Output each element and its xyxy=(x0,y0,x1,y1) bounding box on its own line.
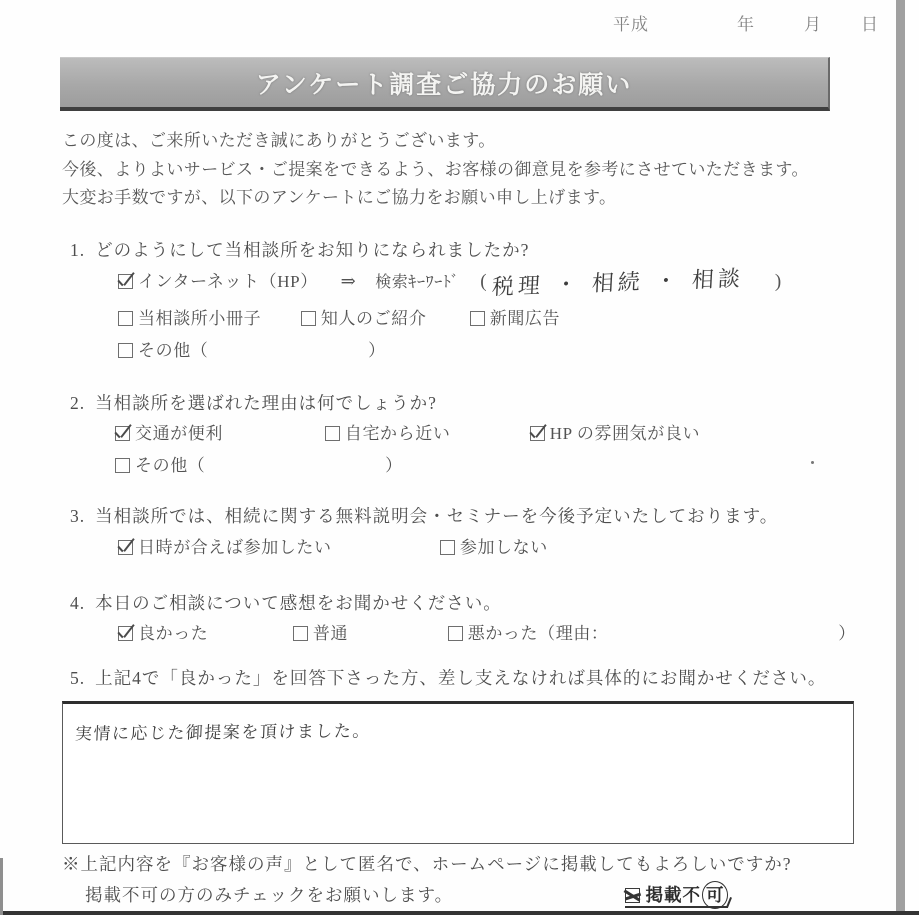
comment-box[interactable] xyxy=(62,701,854,844)
option-q1-other-label: その他（ xyxy=(138,341,209,360)
page-title: アンケート調査ご協力のお願い xyxy=(255,71,633,99)
footer-note-1: ※上記内容を『お客様の声』として匿名で、ホームページに掲載してもよろしいですか? xyxy=(62,854,792,874)
footer-row xyxy=(85,881,728,909)
question-3-text: 当相談所では、相続に関する無料説明会・セミナーを今後予定いたしております。 xyxy=(95,506,779,526)
scan-edge-left xyxy=(0,858,3,915)
paren-close: ) xyxy=(774,271,782,292)
option-internet xyxy=(118,267,318,292)
option-booklet-label: 当相談所小冊子 xyxy=(138,309,262,328)
option-normal-label: 普通 xyxy=(312,624,349,643)
question-1-title xyxy=(70,237,529,262)
date-month-label: 月 xyxy=(804,15,822,34)
question-4-text: 本日のご相談について感想をお聞かせください。 xyxy=(95,593,502,613)
option-booklet xyxy=(118,304,296,329)
option-referral-label: 知人のご紹介 xyxy=(320,309,427,328)
checkbox-near-home[interactable] xyxy=(325,426,340,441)
option-no-publish-label: 掲載不 xyxy=(645,885,701,905)
question-1-number: 1. xyxy=(70,240,86,260)
question-4-title xyxy=(70,590,502,615)
date-day-label: 日 xyxy=(861,15,879,34)
checkbox-newspaper[interactable] xyxy=(470,311,485,326)
option-hp-atmosphere-label: HP の雰囲気が良い xyxy=(549,424,701,443)
question-3-title xyxy=(70,503,778,528)
arrow-icon: ⇒ xyxy=(340,271,357,291)
intro-line-1: この度は、ご来所いただき誠にありがとうございます。 xyxy=(62,131,496,150)
option-no-publish xyxy=(625,885,728,908)
question-2-row-1 xyxy=(115,419,700,444)
option-bad xyxy=(448,619,609,644)
option-join-seminar-label: 日時が合えば参加したい xyxy=(138,538,332,557)
checkbox-booklet[interactable] xyxy=(118,311,133,326)
checkbox-bad[interactable] xyxy=(448,626,463,641)
question-3-row-1 xyxy=(118,533,548,558)
checkbox-join-seminar-checked[interactable] xyxy=(118,540,133,555)
q2-other-close-paren: ） xyxy=(385,456,403,475)
search-keyword-label: 検索ｷｰﾜｰﾄﾞ xyxy=(375,274,460,291)
title-banner xyxy=(60,57,830,111)
question-5-text: 上記4で「良かった」を回答下さった方、差し支えなければ具体的にお聞かせください。 xyxy=(95,668,827,688)
footer-note-2: 掲載不可の方のみチェックをお願いします。 xyxy=(85,885,454,905)
checkbox-hp-atmosphere-checked[interactable] xyxy=(530,426,545,441)
handwritten-comment: 実情に応じた御提案を頂けました。 xyxy=(74,721,372,745)
question-1-text: どのようにして当相談所をお知りになられましたか? xyxy=(95,240,530,260)
checkbox-no-publish-checked[interactable] xyxy=(625,888,640,903)
option-good-label: 良かった xyxy=(138,624,209,643)
option-referral xyxy=(301,304,465,329)
handwritten-keywords: 税理 ・ 相続 ・ 相談 xyxy=(491,266,745,301)
checkbox-no-join[interactable] xyxy=(440,540,455,555)
scan-edge-bottom xyxy=(0,911,919,915)
q1-other-close-paren: ） xyxy=(368,341,386,360)
option-bad-label: 悪かった（理由： xyxy=(467,624,609,643)
option-hp-atmosphere xyxy=(530,419,700,444)
option-q1-other xyxy=(118,336,208,361)
question-2-text: 当相談所を選ばれた理由は何でしょうか? xyxy=(95,393,437,413)
question-3-number: 3. xyxy=(70,506,86,526)
question-1-row-3 xyxy=(118,336,386,361)
checkbox-referral[interactable] xyxy=(301,311,316,326)
option-q2-other xyxy=(115,451,205,476)
option-access-label: 交通が便利 xyxy=(135,424,223,443)
option-near-home xyxy=(325,419,525,444)
option-join-seminar xyxy=(118,533,435,558)
question-2-row-2 xyxy=(115,451,403,476)
option-internet-label: インターネット（HP） xyxy=(138,272,318,291)
option-newspaper xyxy=(470,304,560,329)
checkbox-internet-checked[interactable] xyxy=(118,274,133,289)
option-good xyxy=(118,619,288,644)
option-access xyxy=(115,419,320,444)
question-2-number: 2. xyxy=(70,393,86,413)
date-year-label: 年 xyxy=(737,15,755,34)
option-near-home-label: 自宅から近い xyxy=(344,424,451,443)
checkbox-q1-other[interactable] xyxy=(118,343,133,358)
option-q2-other-label: その他（ xyxy=(135,456,206,475)
option-newspaper-label: 新聞広告 xyxy=(489,309,561,328)
question-2-title xyxy=(70,390,437,415)
intro-text xyxy=(62,127,809,213)
date-line xyxy=(613,10,879,35)
checkbox-normal[interactable] xyxy=(293,626,308,641)
scan-edge-right xyxy=(896,0,905,915)
intro-line-3: 大変お手数ですが、以下のアンケートにご協力をお願い申し上げます。 xyxy=(62,188,617,207)
checkbox-good-checked[interactable] xyxy=(118,626,133,641)
question-4-number: 4. xyxy=(70,593,86,613)
checkbox-access-checked[interactable] xyxy=(115,426,130,441)
question-1-row-2 xyxy=(118,304,560,329)
question-5-number: 5. xyxy=(70,668,86,688)
option-no-join xyxy=(440,533,548,558)
q4-reason-close-paren: ） xyxy=(838,624,856,643)
question-4-row-1 xyxy=(118,619,856,644)
question-5-title xyxy=(70,665,826,690)
paren-open: ( xyxy=(480,271,488,292)
scan-artifact-dot xyxy=(811,461,814,464)
intro-line-2: 今後、よりよいサービス・ご提案をできるよう、お客様の御意見を参考にさせていただきます。 xyxy=(62,159,809,179)
option-no-join-label: 参加しない xyxy=(459,538,548,557)
question-1-row-1 xyxy=(118,266,782,301)
date-era-label: 平成 xyxy=(613,15,649,34)
option-normal xyxy=(293,619,443,644)
circled-character: 可 xyxy=(702,881,729,909)
checkbox-q2-other[interactable] xyxy=(115,458,130,473)
